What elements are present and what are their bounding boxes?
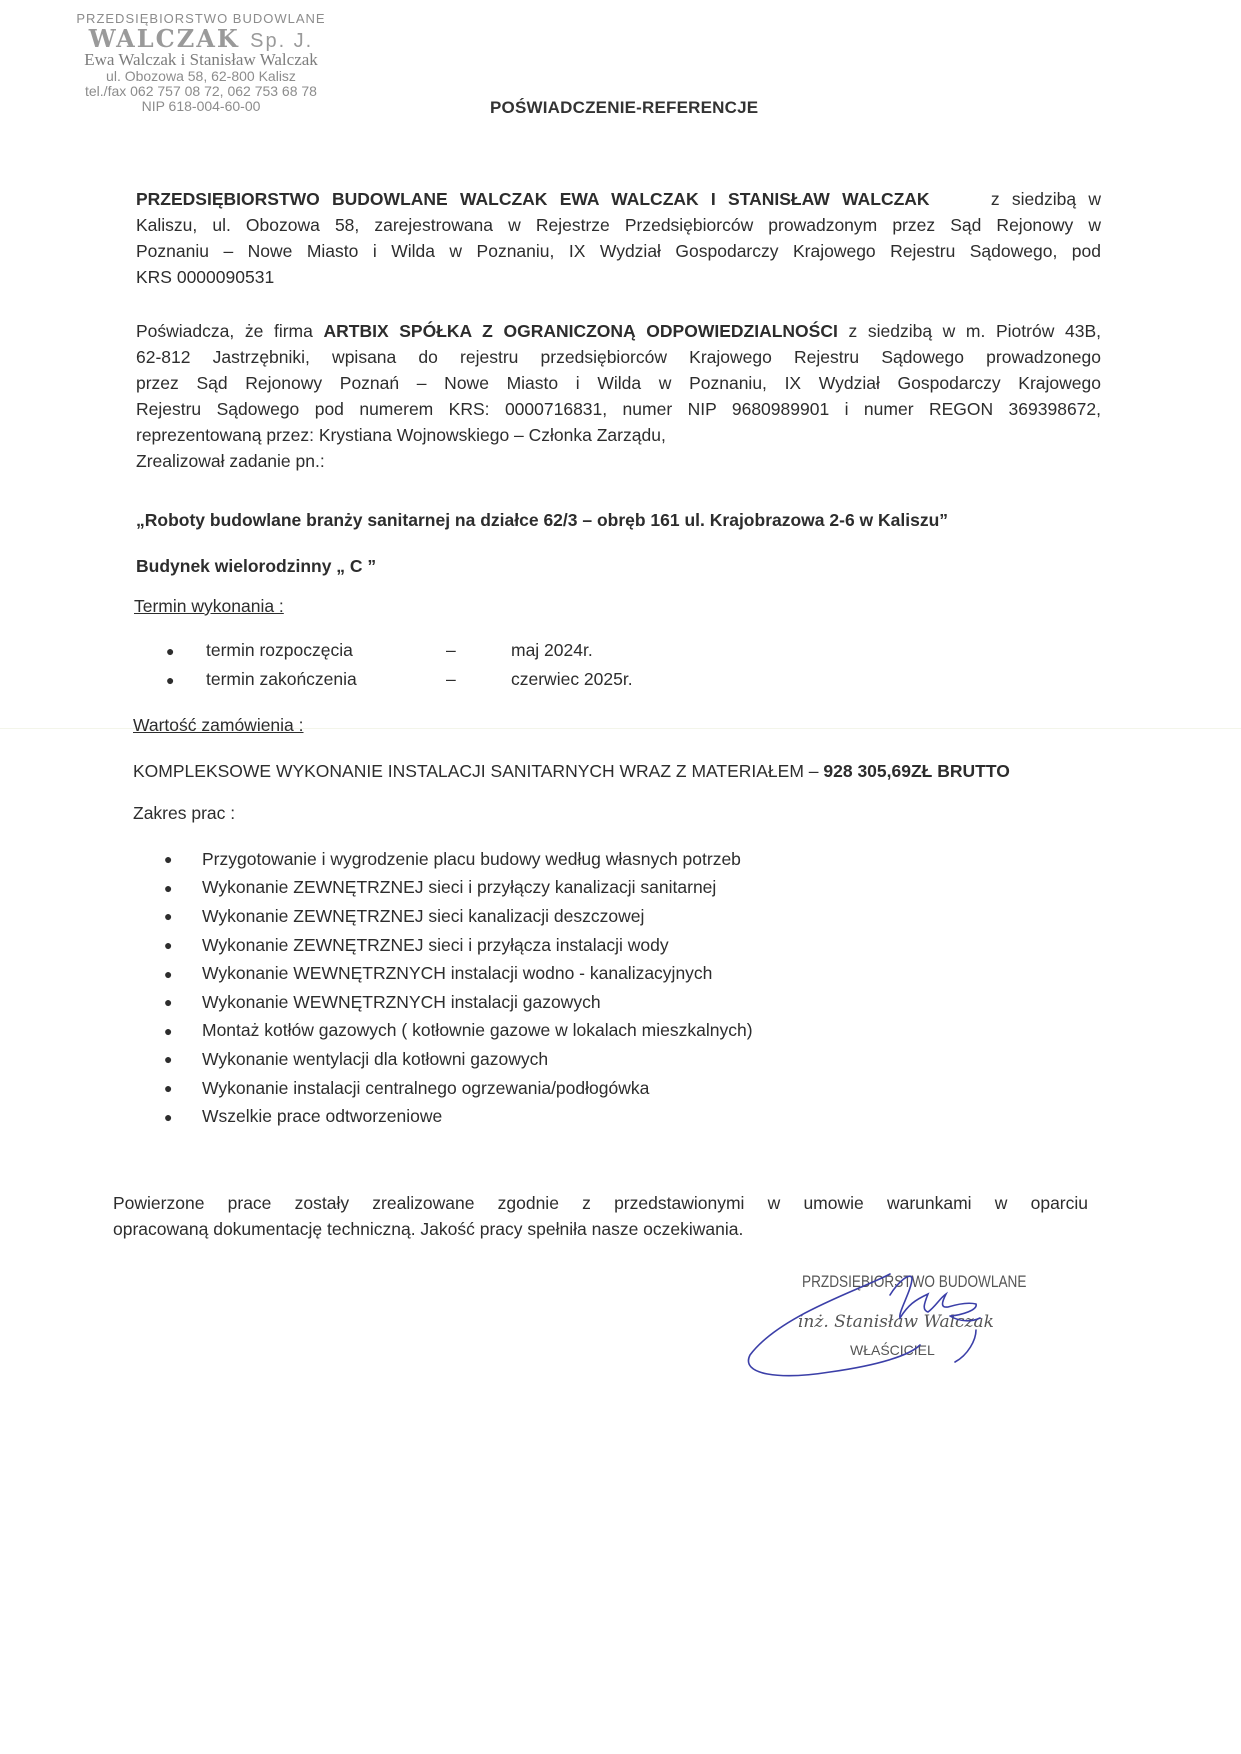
bullet-icon: ● bbox=[164, 879, 173, 896]
signature-stamp-role: WŁAŚCICIEL bbox=[850, 1342, 935, 1358]
bullet-icon: ● bbox=[164, 1080, 173, 1097]
building-name: Budynek wielorodzinny „ C ” bbox=[136, 556, 377, 576]
stamp-owners: Ewa Walczak i Stanisław Walczak bbox=[84, 50, 318, 69]
scope-item-text: Wykonanie ZEWNĘTRZNEJ sieci i przyłączy kanalizacji sanitarnej bbox=[202, 877, 717, 898]
schedule-heading: Termin wykonania : bbox=[134, 596, 284, 616]
cert-line-1-pre: Poświadcza, że firma bbox=[136, 321, 313, 341]
signature-stamp-name: inż. Stanisław Walczak bbox=[798, 1312, 994, 1332]
cert-line-2: 62-812 Jastrzębniki, wpisana do rejestru przedsiębiorców Krajowego Rejestru Sądowego prowadzonego bbox=[136, 347, 1101, 367]
contractor-company-name: ARTBIX SPÓŁKA Z OGRANICZONĄ ODPOWIEDZIALNOŚCI bbox=[323, 321, 838, 341]
bullet-icon: ● bbox=[166, 642, 175, 659]
bullet-icon: ● bbox=[164, 937, 173, 954]
cert-line-5: reprezentowaną przez: Krystiana Wojnowskiego – Członka Zarządu, bbox=[136, 425, 666, 445]
schedule-item-value: maj 2024r. bbox=[511, 640, 593, 660]
order-value-heading: Wartość zamówienia : bbox=[133, 715, 304, 735]
intro-line-3: Poznaniu – Nowe Miasto i Wilda w Poznaniu, IX Wydział Gospodarczy Krajowego Rejestru Sądowego, pod bbox=[136, 241, 1101, 261]
certification-paragraph bbox=[136, 318, 1101, 474]
signature-stamp bbox=[740, 1260, 1040, 1390]
bullet-icon: ● bbox=[164, 1108, 173, 1125]
scope-item bbox=[164, 931, 753, 960]
intro-krs: KRS 0000090531 bbox=[136, 267, 275, 287]
scope-item-text: Wykonanie WEWNĘTRZNYCH instalacji gazowych bbox=[202, 991, 601, 1012]
scope-item bbox=[164, 845, 753, 874]
schedule-item-label: termin rozpoczęcia bbox=[206, 640, 353, 660]
stamp-address: ul. Obozowa 58, 62-800 Kalisz bbox=[106, 68, 296, 84]
closing-paragraph bbox=[113, 1190, 1088, 1242]
scope-item-text: Wykonanie wentylacji dla kotłowni gazowych bbox=[202, 1048, 549, 1069]
scope-item-text: Wykonanie WEWNĘTRZNYCH instalacji wodno - kanalizacyjnych bbox=[202, 963, 713, 984]
scope-item-text: Przygotowanie i wygrodzenie placu budowy według własnych potrzeb bbox=[202, 848, 741, 869]
cert-line-1 bbox=[136, 318, 1101, 344]
stamp-brand-name: WALCZAK bbox=[88, 24, 240, 53]
bullet-icon: ● bbox=[164, 1051, 173, 1068]
scope-item bbox=[164, 1074, 753, 1103]
scope-item-text: Wszelkie prace odtworzeniowe bbox=[202, 1106, 443, 1127]
intro-line-1-rest: z siedzibą w bbox=[990, 189, 1101, 209]
schedule-list bbox=[166, 636, 633, 694]
intro-line-2: Kaliszu, ul. Obozowa 58, zarejestrowana w Rejestrze Przedsiębiorców prowadzonym przez Sąd Rejonowy w bbox=[136, 215, 1101, 235]
scope-item-text: Wykonanie ZEWNĘTRZNEJ sieci i przyłącza instalacji wody bbox=[202, 934, 669, 955]
issuer-company-name: PRZEDSIĘBIORSTWO BUDOWLANE WALCZAK EWA WALCZAK I STANISŁAW WALCZAK bbox=[136, 189, 930, 209]
order-value-description: KOMPLEKSOWE WYKONANIE INSTALACJI SANITARNYCH WRAZ Z MATERIAŁEM – bbox=[133, 761, 819, 781]
scope-item-text: Montaż kotłów gazowych ( kotłownie gazowe w lokalach mieszkalnych) bbox=[202, 1020, 753, 1041]
cert-line-6: Zrealizował zadanie pn.: bbox=[136, 451, 325, 471]
bullet-icon: ● bbox=[164, 908, 173, 925]
scope-list bbox=[164, 845, 753, 1131]
intro-line-1 bbox=[136, 186, 1101, 212]
bullet-icon: ● bbox=[164, 1022, 173, 1039]
stamp-phone: tel./fax 062 757 08 72, 062 753 68 78 bbox=[85, 83, 317, 99]
intro-paragraph bbox=[136, 186, 1101, 290]
order-value-line bbox=[133, 758, 1010, 784]
stamp-company-type: PRZEDSIĘBIORSTWO BUDOWLANE bbox=[76, 11, 326, 26]
stamp-brand bbox=[56, 24, 346, 53]
signature-stamp-company: PRZDSIĘBIORSTWO BUDOWLANE bbox=[802, 1272, 1027, 1291]
cert-line-4: Rejestru Sądowego pod numerem KRS: 0000716831, numer NIP 9680989901 i numer REGON 369398672, bbox=[136, 399, 1101, 419]
schedule-item bbox=[166, 665, 633, 694]
cert-line-3: przez Sąd Rejonowy Poznań – Nowe Miasto i Wilda w Poznaniu, IX Wydział Gospodarczy Krajowego bbox=[136, 373, 1101, 393]
stamp-brand-suffix: Sp. J. bbox=[250, 30, 314, 52]
scope-heading: Zakres prac : bbox=[133, 803, 236, 823]
scope-item bbox=[164, 959, 753, 988]
schedule-item-dash: – bbox=[446, 669, 456, 689]
scope-item-text: Wykonanie instalacji centralnego ogrzewania/podłogówka bbox=[202, 1077, 650, 1098]
scope-item-text: Wykonanie ZEWNĘTRZNEJ sieci kanalizacji deszczowej bbox=[202, 905, 645, 926]
scope-item bbox=[164, 1102, 753, 1131]
order-value-amount: 928 305,69ZŁ BRUTTO bbox=[823, 761, 1010, 781]
scope-item bbox=[164, 988, 753, 1017]
task-name: „Roboty budowlane branży sanitarnej na działce 62/3 – obręb 161 ul. Krajobrazowa 2-6 w Kaliszu” bbox=[136, 510, 949, 530]
schedule-item-dash: – bbox=[446, 640, 456, 660]
schedule-item bbox=[166, 636, 633, 665]
scope-item bbox=[164, 902, 753, 931]
scope-item bbox=[164, 874, 753, 903]
scope-item bbox=[164, 1045, 753, 1074]
document-title: POŚWIADCZENIE-REFERENCJE bbox=[490, 98, 759, 117]
cert-line-1-post: z siedzibą w m. Piotrów 43B, bbox=[848, 321, 1101, 341]
closing-line-2: opracowaną dokumentację techniczną. Jakość pracy spełniła nasze oczekiwania. bbox=[113, 1219, 744, 1239]
scope-item bbox=[164, 1017, 753, 1046]
company-stamp bbox=[56, 12, 346, 113]
bullet-icon: ● bbox=[164, 994, 173, 1011]
bullet-icon: ● bbox=[164, 965, 173, 982]
bullet-icon: ● bbox=[164, 851, 173, 868]
stamp-nip: NIP 618-004-60-00 bbox=[141, 98, 261, 114]
schedule-item-label: termin zakończenia bbox=[206, 669, 357, 689]
closing-line-1: Powierzone prace zostały zrealizowane zgodnie z przedstawionymi w umowie warunkami w oparciu bbox=[113, 1193, 1088, 1213]
schedule-item-value: czerwiec 2025r. bbox=[511, 669, 633, 689]
handwritten-signature-icon bbox=[740, 1260, 1040, 1390]
bullet-icon: ● bbox=[166, 671, 175, 688]
